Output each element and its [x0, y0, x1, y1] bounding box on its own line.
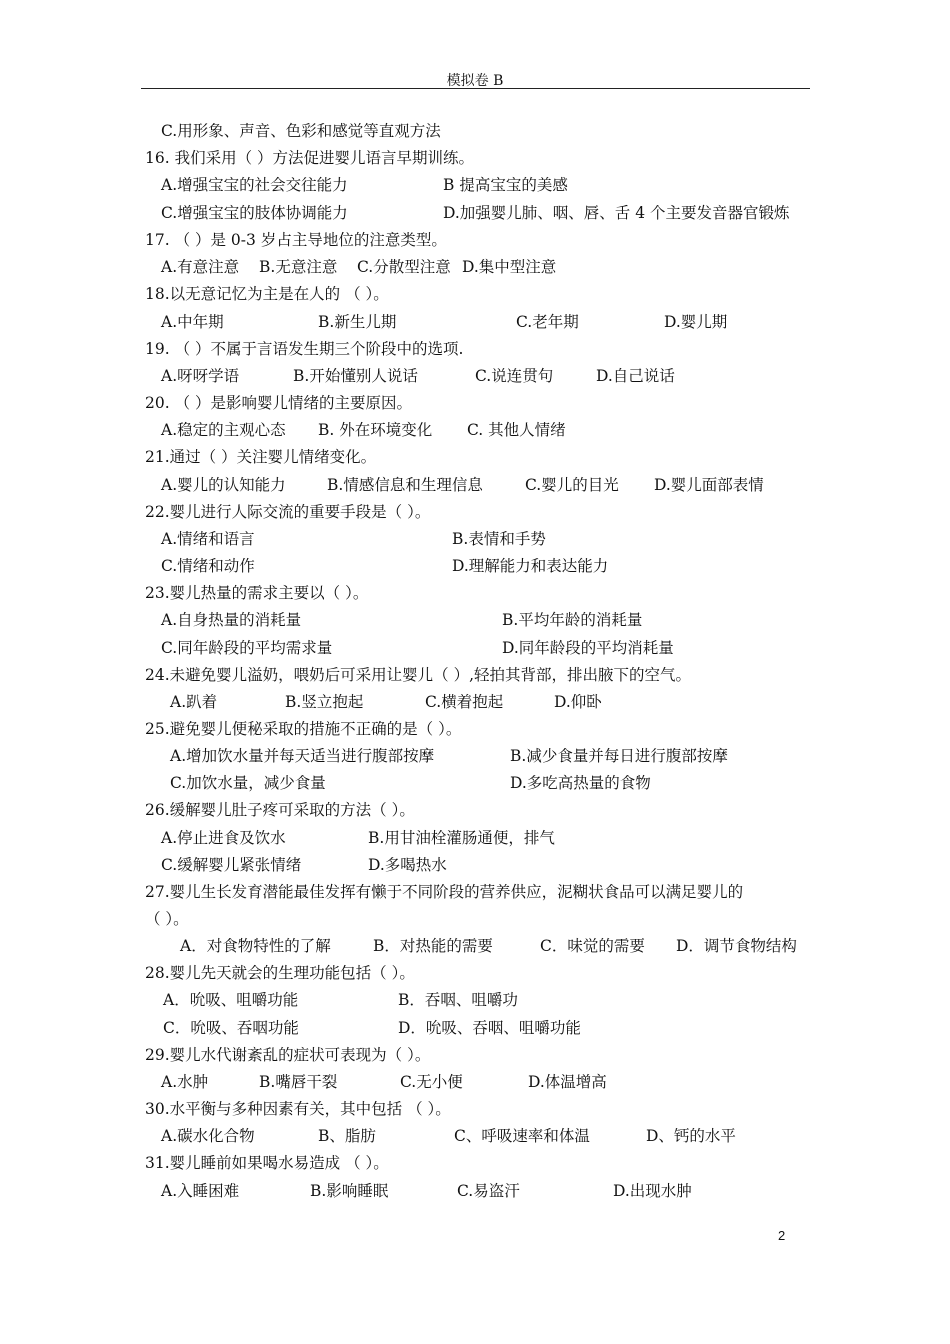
option: C.增强宝宝的肢体协调能力 [161, 204, 348, 222]
option: D.多吃高热量的食物 [510, 774, 651, 792]
option: B.用甘油栓灌肠通便，排气 [368, 829, 555, 847]
option: C. 其他人情绪 [467, 421, 566, 439]
option: D.婴儿期 [664, 313, 728, 331]
option: A.呀呀学语 [161, 367, 240, 385]
option: D.加强婴儿肺、咽、唇、舌 4 个主要发音器官锻炼 [443, 204, 790, 222]
question: 22.婴儿进行人际交流的重要手段是（ ）。 [145, 503, 431, 521]
option: A.中年期 [161, 313, 224, 331]
option: C.易盗汗 [457, 1182, 520, 1200]
option: A.稳定的主观心态 [161, 421, 286, 439]
option: C.无小便 [400, 1073, 463, 1091]
option: B、脂肪 [318, 1127, 376, 1145]
option: B 提高宝宝的美感 [443, 176, 568, 194]
option: D.理解能力和表达能力 [452, 557, 609, 575]
option: D.自己说话 [596, 367, 675, 385]
option: D.体温增高 [528, 1073, 607, 1091]
option: B.嘴唇干裂 [259, 1073, 338, 1091]
option: D.集中型注意 [462, 258, 557, 276]
option: A.水肿 [161, 1073, 209, 1091]
question: 20. （ ）是影响婴儿情绪的主要原因。 [145, 394, 413, 412]
question: 30.水平衡与多种因素有关，其中包括 （ ）。 [145, 1100, 451, 1118]
option: C.横着抱起 [425, 693, 504, 711]
question: 16. 我们采用（ ）方法促进婴儿语言早期训练。 [145, 149, 475, 167]
option: C．味觉的需要 [540, 937, 645, 955]
question: 29.婴儿水代谢紊乱的症状可表现为（ ）。 [145, 1046, 431, 1064]
option: C.情绪和动作 [161, 557, 255, 575]
option: A.婴儿的认知能力 [161, 476, 286, 494]
question: 23.婴儿热量的需求主要以（ ）。 [145, 584, 369, 602]
option: A.碳水化合物 [161, 1127, 255, 1145]
question: 25.避免婴儿便秘采取的措施不正确的是（ ）。 [145, 720, 462, 738]
option: B.减少食量并每日进行腹部按摩 [510, 747, 728, 765]
option: C.缓解婴儿紧张情绪 [161, 856, 302, 874]
option: B.开始懂别人说话 [293, 367, 418, 385]
question: 26.缓解婴儿肚子疼可采取的方法（ ）。 [145, 801, 415, 819]
option: C.分散型注意 [357, 258, 451, 276]
question: 24.未避免婴儿溢奶，喂奶后可采用让婴儿（ ）,轻拍其背部，排出腋下的空气。 [145, 666, 692, 684]
option: A.趴着 [170, 693, 218, 711]
option: D．调节食物结构 [676, 937, 797, 955]
option: C.老年期 [516, 313, 579, 331]
option: D.同年龄段的平均消耗量 [502, 639, 674, 657]
option: D.多喝热水 [368, 856, 447, 874]
option: A.情绪和语言 [161, 530, 255, 548]
option: A.增加饮水量并每天适当进行腹部按摩 [170, 747, 435, 765]
option: C.加饮水量，减少食量 [170, 774, 326, 792]
option: A.有意注意 [161, 258, 240, 276]
option: C．吮吸、吞咽功能 [163, 1019, 299, 1037]
option: D.仰卧 [554, 693, 602, 711]
option: B.竖立抱起 [285, 693, 364, 711]
question: 21.通过（ ）关注婴儿情绪变化。 [145, 448, 377, 466]
option: C.同年龄段的平均需求量 [161, 639, 333, 657]
option: C、呼吸速率和体温 [454, 1127, 590, 1145]
option: C.说连贯句 [475, 367, 554, 385]
option: A．吮吸、咀嚼功能 [163, 991, 299, 1009]
option: B.平均年龄的消耗量 [502, 611, 643, 629]
question: 31.婴儿睡前如果喝水易造成 （ ）。 [145, 1154, 389, 1172]
question: 17. （ ）是 0-3 岁占主导地位的注意类型。 [145, 231, 447, 249]
option: A．对食物特性的了解 [180, 937, 331, 955]
question-continuation: （ ）。 [145, 910, 189, 928]
option: A.增强宝宝的社会交往能力 [161, 176, 348, 194]
option: B.影响睡眠 [310, 1182, 389, 1200]
option: D.出现水肿 [613, 1182, 692, 1200]
question: 18.以无意记忆为主是在人的 （ ）。 [145, 285, 389, 303]
option: D.婴儿面部表情 [654, 476, 764, 494]
option: B．吞咽、咀嚼功 [398, 991, 518, 1009]
option: A.自身热量的消耗量 [161, 611, 302, 629]
option: A.停止进食及饮水 [161, 829, 286, 847]
question: 19. （ ）不属于言语发生期三个阶段中的选项. [145, 340, 464, 358]
option: B. 外在环境变化 [318, 421, 433, 439]
option: C.婴儿的目光 [525, 476, 619, 494]
option: B.表情和手势 [452, 530, 546, 548]
option: B.情感信息和生理信息 [327, 476, 483, 494]
option: B.无意注意 [259, 258, 338, 276]
page-number: 2 [778, 1228, 786, 1243]
question: 28.婴儿先天就会的生理功能包括（ ）。 [145, 964, 415, 982]
option: A.入睡困难 [161, 1182, 240, 1200]
option: C.用形象、声音、色彩和感觉等直观方法 [161, 122, 441, 140]
option: B．对热能的需要 [373, 937, 493, 955]
option: D、钙的水平 [646, 1127, 736, 1145]
header-rule [141, 88, 810, 89]
option: D．吮吸、吞咽、咀嚼功能 [398, 1019, 581, 1037]
question: 27.婴儿生长发育潜能最佳发挥有懒于不同阶段的营养供应，泥糊状食品可以满足婴儿的 [145, 883, 744, 901]
option: B.新生儿期 [318, 313, 397, 331]
page-header: 模拟卷 B [446, 73, 504, 89]
